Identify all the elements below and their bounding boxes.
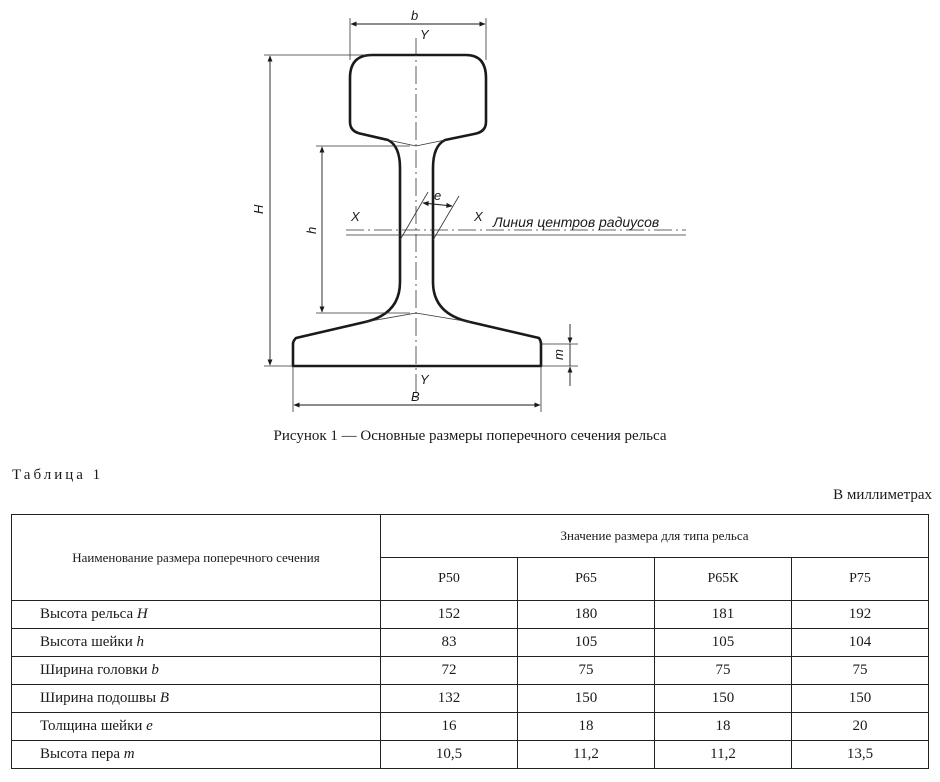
dim-m-label: m <box>551 349 566 360</box>
row-name-cell <box>12 657 381 685</box>
table-cell: 20 <box>792 713 929 741</box>
header-dimension-name: Наименование размера поперечного сечения <box>12 515 381 601</box>
row-name-text: Высота пера <box>40 746 121 762</box>
axis-label-x-right: X <box>474 209 483 224</box>
dimensions-table <box>11 514 929 769</box>
dim-e-web-label: e <box>434 188 442 203</box>
row-name-cell <box>12 713 381 741</box>
table-cell: 105 <box>655 629 792 657</box>
row-name-text: Высота рельса <box>40 606 134 622</box>
table-cell: 150 <box>518 685 655 713</box>
table-row <box>12 685 929 713</box>
table-cell: 18 <box>518 713 655 741</box>
table-cell: 150 <box>792 685 929 713</box>
table-cell: 75 <box>792 657 929 685</box>
table-cell: 75 <box>518 657 655 685</box>
table-row <box>12 713 929 741</box>
table-cell: 150 <box>655 685 792 713</box>
header-type-p75: Р75 <box>792 558 929 601</box>
table-cell: 180 <box>518 601 655 629</box>
header-type-p50: Р50 <box>381 558 518 601</box>
table-cell: 13,5 <box>792 741 929 769</box>
row-symbol: m <box>123 746 135 762</box>
table-cell: 75 <box>655 657 792 685</box>
row-name-text: Ширина подошвы <box>40 690 157 706</box>
row-symbol: e <box>146 718 153 734</box>
header-value-group: Значение размера для типа рельса <box>381 515 929 558</box>
header-type-p65k: Р65К <box>655 558 792 601</box>
table-row <box>12 601 929 629</box>
dim-b-label: b <box>411 8 419 23</box>
row-symbol: b <box>151 662 159 678</box>
axis-label-y-bottom: Y <box>420 372 429 387</box>
row-name-cell <box>12 685 381 713</box>
row-name-text: Толщина шейки <box>40 718 143 734</box>
axis-label-x-left: X <box>351 209 360 224</box>
dim-b-foot-label: B <box>411 389 420 404</box>
row-name-cell <box>12 629 381 657</box>
row-name-text: Ширина головки <box>40 662 148 678</box>
table-cell: 16 <box>381 713 518 741</box>
figure-caption: Рисунок 1 — Основные размеры поперечного сечения рельса <box>273 428 667 444</box>
header-type-p65: Р65 <box>518 558 655 601</box>
table-title: Таблица 1 <box>12 467 104 483</box>
dim-h-total-label: H <box>251 204 266 214</box>
dim-e-web-ext-left <box>400 192 428 240</box>
table-cell: 72 <box>381 657 518 685</box>
head-transition-line <box>388 140 445 146</box>
row-name-cell <box>12 741 381 769</box>
table-units: В миллиметрах <box>833 487 932 503</box>
table-row <box>12 657 929 685</box>
table-cell: 10,5 <box>381 741 518 769</box>
table-cell: 152 <box>381 601 518 629</box>
dim-h-web-label: h <box>304 226 319 234</box>
axis-label-y-top: Y <box>420 27 429 42</box>
dim-e-web-line <box>423 203 452 206</box>
table-cell: 104 <box>792 629 929 657</box>
row-name-text: Высота шейки <box>40 634 133 650</box>
table-cell: 192 <box>792 601 929 629</box>
table-cell: 11,2 <box>518 741 655 769</box>
row-symbol: B <box>159 690 169 706</box>
table-cell: 83 <box>381 629 518 657</box>
table-cell: 11,2 <box>655 741 792 769</box>
row-symbol: H <box>136 606 148 622</box>
table-cell: 105 <box>518 629 655 657</box>
table-cell: 181 <box>655 601 792 629</box>
line-of-centers-label: Линия центров радиусов <box>493 214 660 230</box>
row-name-cell <box>12 601 381 629</box>
row-symbol: h <box>136 634 144 650</box>
table-cell: 132 <box>381 685 518 713</box>
table-row <box>12 629 929 657</box>
table-cell: 18 <box>655 713 792 741</box>
table-row <box>12 741 929 769</box>
